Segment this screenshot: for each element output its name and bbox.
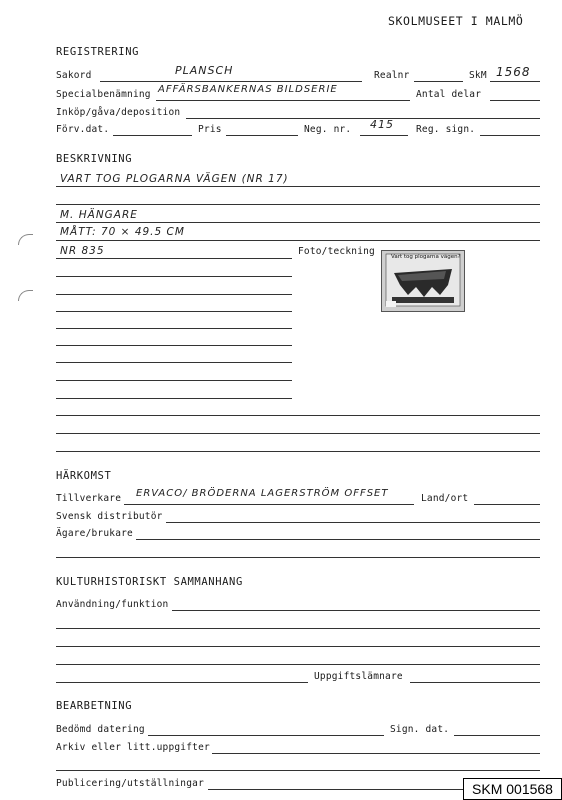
skm-value: 1568 bbox=[496, 65, 531, 79]
specialbenamning-label: Specialbenämning bbox=[56, 89, 151, 100]
reg-sign-field[interactable] bbox=[480, 135, 540, 136]
publicering-field[interactable] bbox=[208, 789, 464, 790]
beskrivning-field-line[interactable] bbox=[56, 380, 292, 381]
kultur-field-line[interactable] bbox=[56, 628, 540, 629]
anvandning-field[interactable] bbox=[172, 610, 540, 611]
section-heading-kultur: KULTURHISTORISKT SAMMANHANG bbox=[56, 576, 243, 588]
museum-title: SKOLMUSEET I MALMÖ bbox=[388, 14, 524, 28]
publicering-label: Publicering/utställningar bbox=[56, 778, 204, 789]
beskrivning-field-line[interactable] bbox=[56, 276, 292, 277]
beskrivning-field-line[interactable] bbox=[56, 311, 292, 312]
bearbetning-field-line[interactable] bbox=[56, 770, 540, 771]
sakord-field[interactable] bbox=[100, 81, 362, 82]
agare-brukare-label: Ägare/brukare bbox=[56, 528, 133, 539]
beskrivning-field-line[interactable] bbox=[56, 433, 540, 434]
beskrivning-field-line[interactable] bbox=[56, 240, 540, 241]
section-heading-bearbetning: BEARBETNING bbox=[56, 700, 133, 712]
bedomd-datering-label: Bedömd datering bbox=[56, 724, 145, 735]
uppgiftslamnare-label: Uppgiftslämnare bbox=[314, 671, 403, 682]
sign-dat-label: Sign. dat. bbox=[390, 724, 450, 735]
realnr-field[interactable] bbox=[414, 81, 463, 82]
section-heading-beskrivning: BESKRIVNING bbox=[56, 153, 133, 165]
beskrivning-line-3: MÅTT: 70 × 49.5 CM bbox=[60, 226, 185, 238]
beskrivning-line-4: NR 835 bbox=[60, 245, 105, 257]
skm-field[interactable] bbox=[490, 81, 540, 82]
kultur-field-line[interactable] bbox=[56, 682, 308, 683]
punch-hole-mark bbox=[18, 290, 33, 301]
antal-delar-field[interactable] bbox=[490, 100, 540, 101]
punch-hole-mark bbox=[18, 234, 33, 245]
kultur-field-line[interactable] bbox=[56, 646, 540, 647]
foto-teckning-label: Foto/teckning bbox=[298, 246, 375, 257]
pris-label: Pris bbox=[198, 124, 222, 135]
land-ort-field[interactable] bbox=[474, 504, 540, 505]
section-heading-registrering: REGISTRERING bbox=[56, 46, 140, 58]
uppgiftslamnare-field[interactable] bbox=[410, 682, 540, 683]
beskrivning-line-2: M. HÄNGARE bbox=[60, 209, 138, 221]
specialbenamning-field[interactable] bbox=[156, 100, 410, 101]
inkop-label: Inköp/gåva/deposition bbox=[56, 107, 181, 118]
tillverkare-field[interactable] bbox=[124, 504, 414, 505]
harkomst-field-line[interactable] bbox=[56, 557, 540, 558]
poster-photo bbox=[381, 250, 465, 312]
svensk-distributor-field[interactable] bbox=[166, 522, 540, 523]
bedomd-datering-field[interactable] bbox=[148, 735, 384, 736]
arkiv-label: Arkiv eller litt.uppgifter bbox=[56, 742, 210, 753]
beskrivning-field-line[interactable] bbox=[56, 204, 540, 205]
sakord-label: Sakord bbox=[56, 70, 92, 81]
sakord-value: PLANSCH bbox=[175, 64, 234, 77]
beskrivning-field-line[interactable] bbox=[56, 345, 292, 346]
beskrivning-line-1: VART TOG PLOGARNA VÄGEN (NR 17) bbox=[60, 173, 289, 185]
poster-photo-illustration bbox=[382, 251, 464, 311]
neg-nr-label: Neg. nr. bbox=[304, 124, 352, 135]
svensk-distributor-label: Svensk distributör bbox=[56, 511, 163, 522]
beskrivning-field-line[interactable] bbox=[56, 258, 292, 259]
section-heading-harkomst: HÄRKOMST bbox=[56, 470, 112, 482]
kultur-field-line[interactable] bbox=[56, 664, 540, 665]
neg-nr-value: 415 bbox=[370, 118, 394, 131]
sign-dat-field[interactable] bbox=[454, 735, 540, 736]
tillverkare-label: Tillverkare bbox=[56, 493, 122, 504]
tillverkare-value: ERVACO/ BRÖDERNA LAGERSTRÖM OFFSET bbox=[136, 488, 389, 499]
neg-nr-field[interactable] bbox=[360, 135, 408, 136]
beskrivning-field-line[interactable] bbox=[56, 415, 540, 416]
beskrivning-field-line[interactable] bbox=[56, 186, 540, 187]
inkop-field[interactable] bbox=[186, 118, 540, 119]
realnr-label: Realnr bbox=[374, 70, 410, 81]
forv-dat-label: Förv.dat. bbox=[56, 124, 110, 135]
antal-delar-label: Antal delar bbox=[416, 89, 482, 100]
beskrivning-field-line[interactable] bbox=[56, 451, 540, 452]
photo-caption: Vart tog plogarna vägen? bbox=[391, 254, 461, 260]
beskrivning-field-line[interactable] bbox=[56, 328, 292, 329]
pris-field[interactable] bbox=[226, 135, 298, 136]
land-ort-label: Land/ort bbox=[421, 493, 469, 504]
arkiv-field[interactable] bbox=[212, 753, 540, 754]
agare-brukare-field[interactable] bbox=[136, 539, 540, 540]
beskrivning-field-line[interactable] bbox=[56, 362, 292, 363]
beskrivning-field-line[interactable] bbox=[56, 398, 292, 399]
specialbenamning-value: AFFÄRSBANKERNAS BILDSERIE bbox=[158, 84, 338, 95]
beskrivning-field-line[interactable] bbox=[56, 294, 292, 295]
reg-sign-label: Reg. sign. bbox=[416, 124, 476, 135]
anvandning-label: Användning/funktion bbox=[56, 599, 169, 610]
beskrivning-field-line[interactable] bbox=[56, 222, 540, 223]
archive-id-stamp: SKM 001568 bbox=[463, 778, 562, 800]
skm-label: SkM bbox=[469, 70, 487, 81]
forv-dat-field[interactable] bbox=[113, 135, 192, 136]
